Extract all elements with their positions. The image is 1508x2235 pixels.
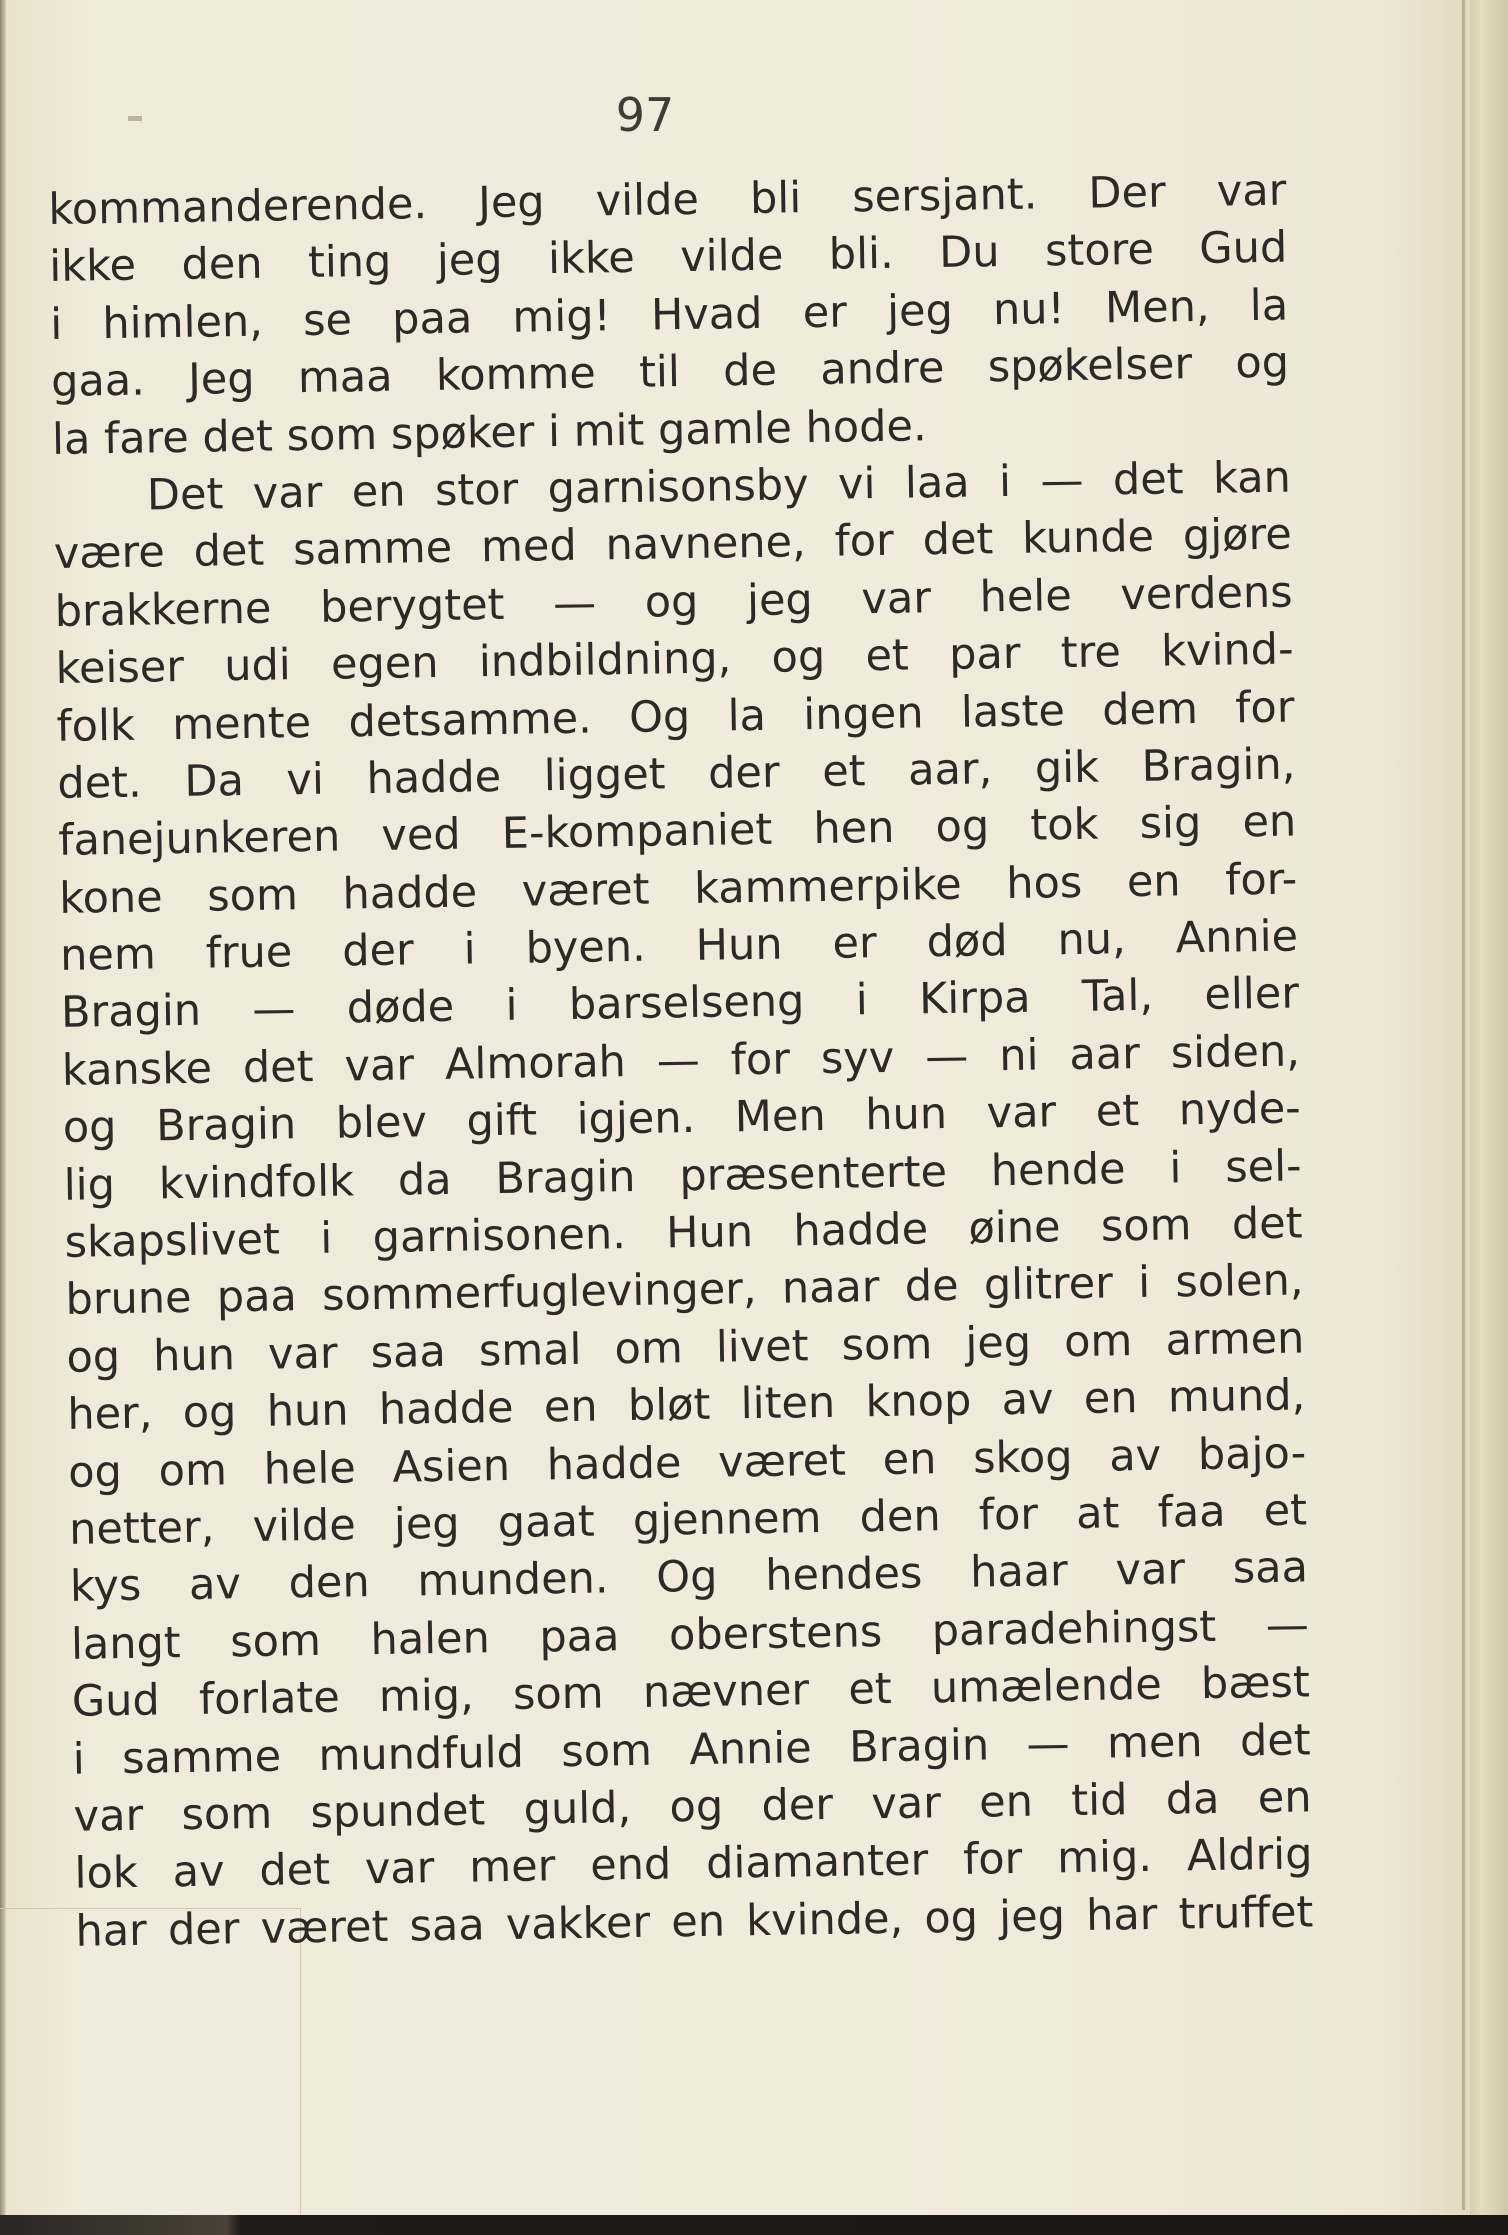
text-line: la fare det som spøker i mit gamle hode. — [51, 400, 927, 465]
page-right-edge — [1470, 0, 1508, 2235]
text-line: brakkerne berygtet — og jeg var hele verdens — [54, 567, 1293, 637]
text-line: har der været saa vakker en kvinde, og jeg har truffet — [75, 1887, 1314, 1957]
text-line: lok av det var mer end diamanter for mig. Aldrig — [74, 1829, 1313, 1900]
text-line: gaa. Jeg maa komme til de andre spøkelser og — [50, 337, 1290, 408]
text-line: Bragin — døde i barselseng i Kirpa Tal, eller — [60, 968, 1300, 1039]
text-line: kanske det var Almorah — for syv — ni aar siden, — [61, 1026, 1301, 1096]
text-line: keiser udi egen indbildning, og et par tre kvind- — [55, 624, 1294, 695]
page-left-edge — [0, 0, 6, 2235]
text-line: og hun var saa smal om livet som jeg om armen — [66, 1313, 1305, 1383]
scan-bottom-strip — [0, 2215, 1508, 2235]
page-fold-line — [1462, 0, 1465, 2210]
text-line: i himlen, se paa mig! Hvad er jeg nu! Men, la — [49, 280, 1289, 350]
body-text — [48, 163, 1314, 1961]
text-line: folk mente detsamme. Og la ingen laste dem for — [56, 682, 1295, 752]
text-line: skapslivet i garnisonen. Hun hadde øine som det — [64, 1198, 1303, 1268]
text-line: kone som hadde været kammerpike hos en for- — [58, 854, 1298, 924]
text-line: langt som halen paa oberstens paradehingst — — [70, 1600, 1310, 1670]
text-line: Gud forlate mig, som nævner et umælende bæst — [71, 1657, 1311, 1727]
text-line: ikke den ting jeg ikke vilde bli. Du store Gud — [48, 222, 1288, 293]
text-line: nem frue der i byen. Hun er død nu, Annie — [59, 911, 1299, 981]
text-line: kys av den munden. Og hendes haar var saa — [69, 1542, 1309, 1613]
text-line: i samme mundfuld som Annie Bragin — men det — [72, 1714, 1312, 1785]
text-line: lig kvindfolk da Bragin præsenterte hende i sel- — [63, 1141, 1303, 1211]
text-line: netter, vilde jeg gaat gjennem den for at faa et — [68, 1485, 1308, 1555]
page-number: 97 — [615, 88, 675, 142]
text-line: var som spundet guld, og der var en tid da en — [73, 1772, 1312, 1842]
text-line: fanejunkeren ved E-kompaniet hen og tok sig en — [57, 796, 1297, 867]
text-line: her, og hun hadde en bløt liten knop av en mund, — [66, 1370, 1306, 1441]
text-line: Det var en stor garnisonsby vi laa i — det kan — [146, 452, 1292, 521]
text-line: og om hele Asien hadde været en skog av bajo- — [67, 1427, 1307, 1498]
text-line: det. Da vi hadde ligget der et aar, gik Bragin, — [57, 739, 1296, 809]
text-line: brune paa sommerfuglevinger, naar de glitrer i solen, — [65, 1255, 1304, 1326]
text-line: kommanderende. Jeg vilde bli sersjant. Der var — [48, 165, 1287, 235]
text-line: og Bragin blev gift igjen. Men hun var et nyde- — [62, 1083, 1302, 1154]
text-line: være det samme med navnene, for det kunde gjøre — [53, 509, 1293, 580]
